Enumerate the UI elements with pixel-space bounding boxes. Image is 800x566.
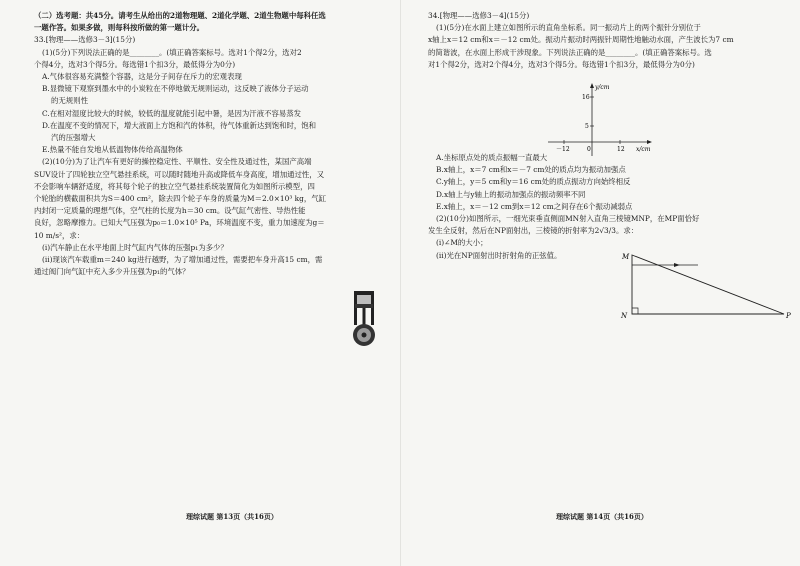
question-33-sub-ii: 通过阀门向气缸中充入多少升压强为p₁的气体？ (34, 267, 190, 277)
question-33-part1-stem: (1)(5分)下列说法正确的是________。(填正确答案标号。选对1个得2分，选对2 (42, 47, 302, 57)
option-a: A.气体很容易充满整个容器，这是分子间存在斥力的宏观表现 (42, 72, 242, 82)
prism-figure (618, 250, 798, 324)
option-b-cont: 的无规则性 (51, 96, 88, 106)
question-33-part2: 个轮胎的横截面积共为S＝400 cm²，除去四个轮子车身的质量为M＝2.0×10³ kg，气缸 (34, 194, 327, 204)
suspension-cylinder-figure (340, 290, 390, 348)
section-header-line: 一题作答。如果多做，则每科按所做的第一题计分。 (34, 23, 204, 33)
left-page (34, 10, 394, 278)
option-b: B.x轴上，x＝7 cm和x＝－7 cm处的质点均为振动加强点 (436, 165, 626, 175)
x-tick-0: 0 (587, 146, 591, 153)
option-b: B.显微镜下观察到墨水中的小炭粒在不停地做无规则运动，这反映了液体分子运动 (42, 84, 309, 94)
option-d: D.x轴上与y轴上的振动加强点的振动频率不同 (436, 189, 586, 199)
option-d-cont: 汽的压强增大 (51, 133, 96, 143)
page-divider (400, 0, 401, 566)
question-33-part2: 10 m/s²，求： (34, 230, 85, 240)
question-34-part1-stem: 对1个得2分，选对2个得4分，选对3个得5分。每选错1个扣3分，最低得分为0分) (428, 59, 695, 69)
x-axis-label: x/cm (636, 146, 651, 153)
question-33-sub-ii: (ⅱ)现该汽车载重m＝240 kg进行越野，为了增加通过性，需要把车身升高15 cm，需 (42, 255, 323, 265)
x-tick-neg12: －12 (556, 146, 570, 153)
question-33-part2: 内封闭一定质量的理想气体，空气柱的长度为h＝30 cm。设气缸气密性、导热性能 (34, 206, 306, 216)
option-c: C.y轴上，y＝5 cm和y＝16 cm处的质点振动方向始终相反 (436, 177, 631, 187)
y-tick-5: 5 (585, 123, 589, 130)
question-34-title: 34.[物理——选修3－4](15分) (428, 11, 530, 20)
y-tick-16: 16 (582, 94, 590, 101)
section-header-line: （二）选考题：共45分。请考生从给出的2道物理题、2道化学题、2道生物题中每科任选 (34, 11, 326, 20)
vertex-label-p: P (786, 312, 791, 320)
question-34-sub-ii: (ⅱ)光在NP面射出时折射角的正弦值。 (436, 250, 562, 260)
question-34-part1-stem: 的简谐波，在水面上形成干涉现象。下列说法正确的是________。(填正确答案标号。选 (428, 47, 712, 57)
option-c: C.在相对湿度比较大的时候，较低的温度就能引起中暑，是因为汗液不容易蒸发 (42, 108, 302, 118)
question-34-part1-stem: x轴上x＝12 cm和x＝－12 cm处。振动片振动时两振针周期性地触动水面，产生波长为7 cm (428, 35, 734, 45)
question-34-part1-stem: (1)(5分)在水面上建立如图所示的直角坐标系。同一振动片上的两个振针分别位于 (436, 23, 701, 33)
question-33-part1-stem: 个得4分，选对3个得5分。每选错1个扣3分，最低得分为0分) (34, 59, 236, 69)
x-tick-12: 12 (617, 146, 625, 153)
question-33-part2: SUV设计了四轮独立空气悬挂系统，可以随时随地升高或降低车身高度，增加通过性，又 (34, 169, 325, 179)
question-33-part2: 不会影响车辆舒适度，将其每个轮子的独立空气悬挂系统装置简化为如图所示模型，四 (34, 181, 315, 191)
question-33-sub-i: (ⅰ)汽车静止在水平地面上时气缸内气体的压强p₁为多少？ (42, 242, 228, 252)
question-33-part2: 良好，忽略摩擦力。已知大气压强为p₀＝1.0×10⁵ Pa，环境温度不变，重力加速度为g＝ (34, 218, 325, 228)
wave-coordinate-figure (540, 80, 660, 160)
question-34-part2: (2)(10分)如图所示，一细光束垂直侧面MN射入直角三棱镜MNP，在MP面恰好 (436, 214, 700, 224)
option-d: D.在温度不变的情况下，增大液面上方饱和汽的体积，待气体重新达到饱和时，饱和 (42, 120, 317, 130)
question-33-title: 33.[物理——选修3－3](15分) (34, 35, 136, 45)
question-34-sub-i: (ⅰ)∠M的大小； (436, 238, 488, 248)
question-33-part2: (2)(10分)为了让汽车有更好的操控稳定性、平顺性、安全性及通过性，某国产高端 (42, 157, 312, 167)
y-axis-label: y/cm (595, 84, 610, 91)
vertex-label-m: M (622, 253, 630, 261)
vertex-label-n: N (621, 312, 628, 320)
option-e: E.热量不能自发地从低温物体传给高温物体 (42, 145, 183, 155)
left-page-footer: 理综试题 第13页（共16页） (186, 512, 278, 521)
right-page-footer: 理综试题 第14页（共16页） (556, 512, 648, 521)
option-e: E.x轴上，x＝－12 cm到x＝12 cm之间存在6个振动减弱点 (436, 201, 633, 211)
option-a: A.坐标原点处的质点振幅一直最大 (436, 153, 548, 163)
question-34-part2: 发生全反射，然后在NP面射出，三棱镜的折射率为2√3/3。求： (428, 226, 639, 236)
